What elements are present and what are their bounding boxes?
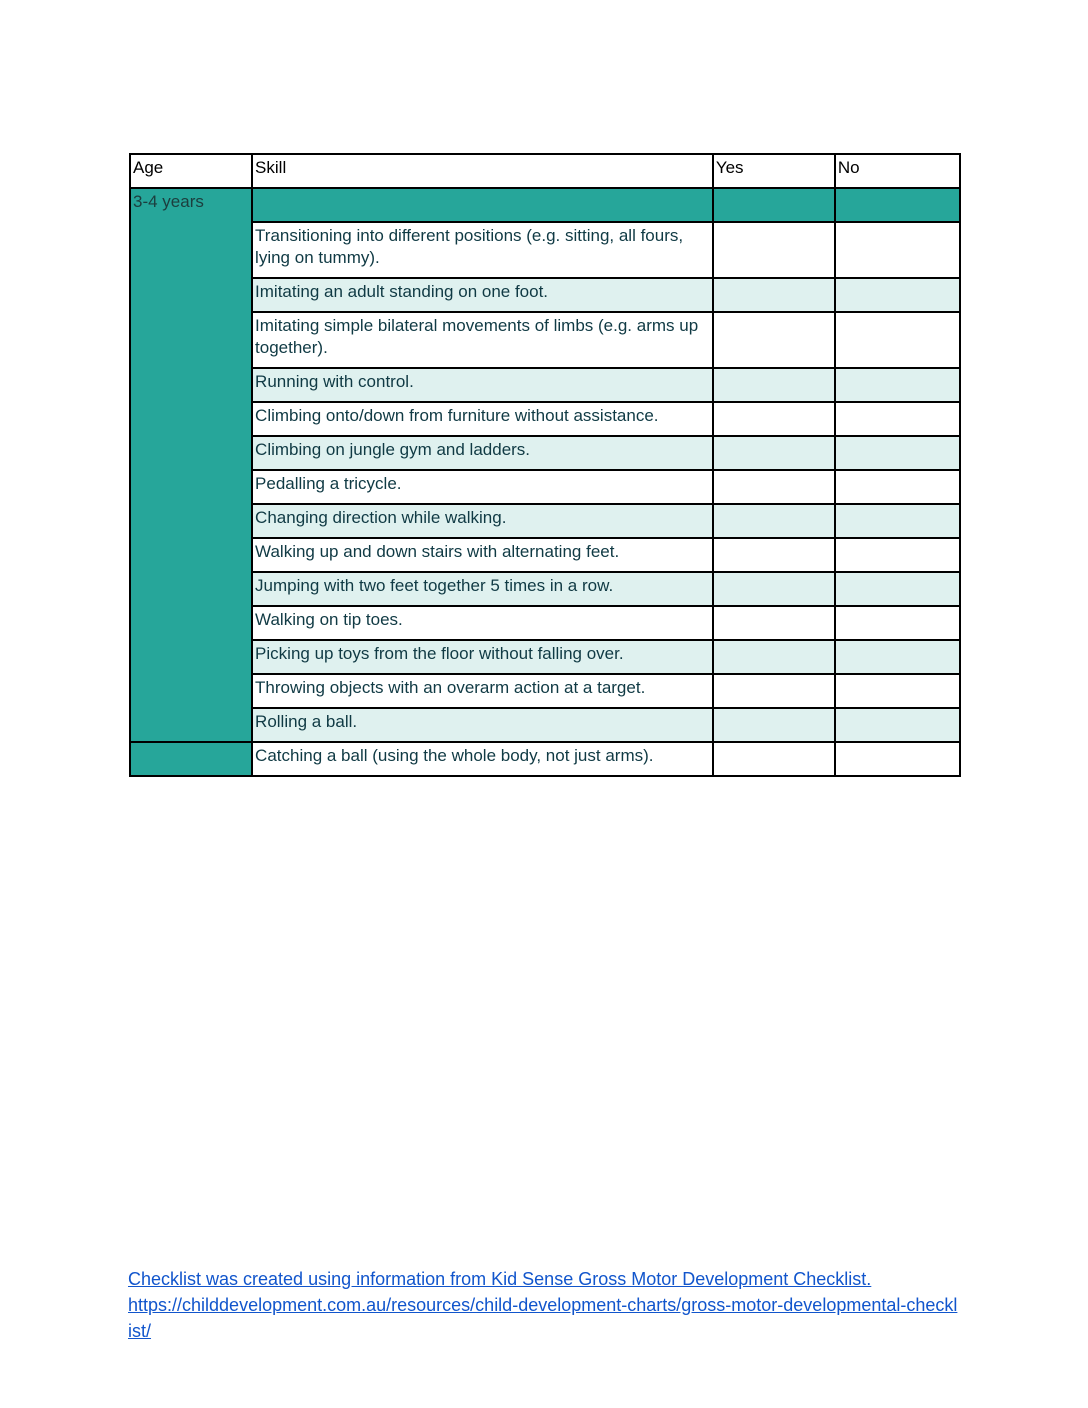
table-row xyxy=(130,572,960,606)
skill-cell: Transitioning into different positions (e.g. sitting, all fours, lying on tummy). xyxy=(252,222,713,278)
source-footer xyxy=(128,1266,958,1344)
table-row xyxy=(130,504,960,538)
yes-checkbox-cell[interactable] xyxy=(713,606,835,640)
table-row xyxy=(130,708,960,742)
yes-checkbox-cell[interactable] xyxy=(713,312,835,368)
table-row xyxy=(130,312,960,368)
skill-cell: Imitating simple bilateral movements of limbs (e.g. arms up together). xyxy=(252,312,713,368)
skill-cell: Walking up and down stairs with alternating feet. xyxy=(252,538,713,572)
yes-checkbox-cell[interactable] xyxy=(713,538,835,572)
skill-cell: Changing direction while walking. xyxy=(252,504,713,538)
no-checkbox-cell[interactable] xyxy=(835,504,960,538)
yes-checkbox-cell[interactable] xyxy=(713,402,835,436)
no-checkbox-cell[interactable] xyxy=(835,402,960,436)
skill-column-header: Skill xyxy=(252,154,713,188)
skill-cell: Throwing objects with an overarm action at a target. xyxy=(252,674,713,708)
yes-column-header: Yes xyxy=(713,154,835,188)
group-skill-cell xyxy=(252,188,713,222)
skill-cell: Running with control. xyxy=(252,368,713,402)
table-row xyxy=(130,470,960,504)
no-checkbox-cell[interactable] xyxy=(835,640,960,674)
skills-checklist-table xyxy=(129,153,961,777)
age-group-row xyxy=(130,188,960,222)
skill-cell: Catching a ball (using the whole body, not just arms). xyxy=(252,742,713,776)
yes-checkbox-cell[interactable] xyxy=(713,572,835,606)
skill-cell: Rolling a ball. xyxy=(252,708,713,742)
no-checkbox-cell[interactable] xyxy=(835,278,960,312)
yes-checkbox-cell[interactable] xyxy=(713,504,835,538)
no-checkbox-cell[interactable] xyxy=(835,708,960,742)
table-row xyxy=(130,742,960,776)
table-row xyxy=(130,538,960,572)
group-no-cell xyxy=(835,188,960,222)
yes-checkbox-cell[interactable] xyxy=(713,742,835,776)
yes-checkbox-cell[interactable] xyxy=(713,222,835,278)
table-row xyxy=(130,222,960,278)
age-spacer-cell xyxy=(130,742,252,776)
no-checkbox-cell[interactable] xyxy=(835,470,960,504)
yes-checkbox-cell[interactable] xyxy=(713,708,835,742)
group-yes-cell xyxy=(713,188,835,222)
skill-cell: Walking on tip toes. xyxy=(252,606,713,640)
skill-cell: Pedalling a tricycle. xyxy=(252,470,713,504)
skill-cell: Climbing onto/down from furniture without assistance. xyxy=(252,402,713,436)
yes-checkbox-cell[interactable] xyxy=(713,640,835,674)
skill-cell: Climbing on jungle gym and ladders. xyxy=(252,436,713,470)
age-group-label: 3-4 years xyxy=(130,188,252,742)
yes-checkbox-cell[interactable] xyxy=(713,436,835,470)
table-row xyxy=(130,278,960,312)
source-url-link[interactable]: https://childdevelopment.com.au/resources/child-development-charts/gross-motor-developmental-checklist/ xyxy=(128,1295,958,1341)
skill-cell: Imitating an adult standing on one foot. xyxy=(252,278,713,312)
no-checkbox-cell[interactable] xyxy=(835,674,960,708)
table-row xyxy=(130,436,960,470)
yes-checkbox-cell[interactable] xyxy=(713,470,835,504)
table-row xyxy=(130,674,960,708)
no-checkbox-cell[interactable] xyxy=(835,312,960,368)
age-column-header: Age xyxy=(130,154,252,188)
source-credit-link[interactable]: Checklist was created using information from Kid Sense Gross Motor Development Checklist. xyxy=(128,1269,872,1289)
no-checkbox-cell[interactable] xyxy=(835,222,960,278)
no-column-header: No xyxy=(835,154,960,188)
table-row xyxy=(130,606,960,640)
no-checkbox-cell[interactable] xyxy=(835,538,960,572)
table-row xyxy=(130,402,960,436)
table-row xyxy=(130,640,960,674)
skill-cell: Picking up toys from the floor without falling over. xyxy=(252,640,713,674)
no-checkbox-cell[interactable] xyxy=(835,436,960,470)
yes-checkbox-cell[interactable] xyxy=(713,278,835,312)
table-row xyxy=(130,368,960,402)
skill-cell: Jumping with two feet together 5 times in a row. xyxy=(252,572,713,606)
yes-checkbox-cell[interactable] xyxy=(713,674,835,708)
no-checkbox-cell[interactable] xyxy=(835,368,960,402)
no-checkbox-cell[interactable] xyxy=(835,606,960,640)
yes-checkbox-cell[interactable] xyxy=(713,368,835,402)
no-checkbox-cell[interactable] xyxy=(835,572,960,606)
table-header-row xyxy=(130,154,960,188)
no-checkbox-cell[interactable] xyxy=(835,742,960,776)
